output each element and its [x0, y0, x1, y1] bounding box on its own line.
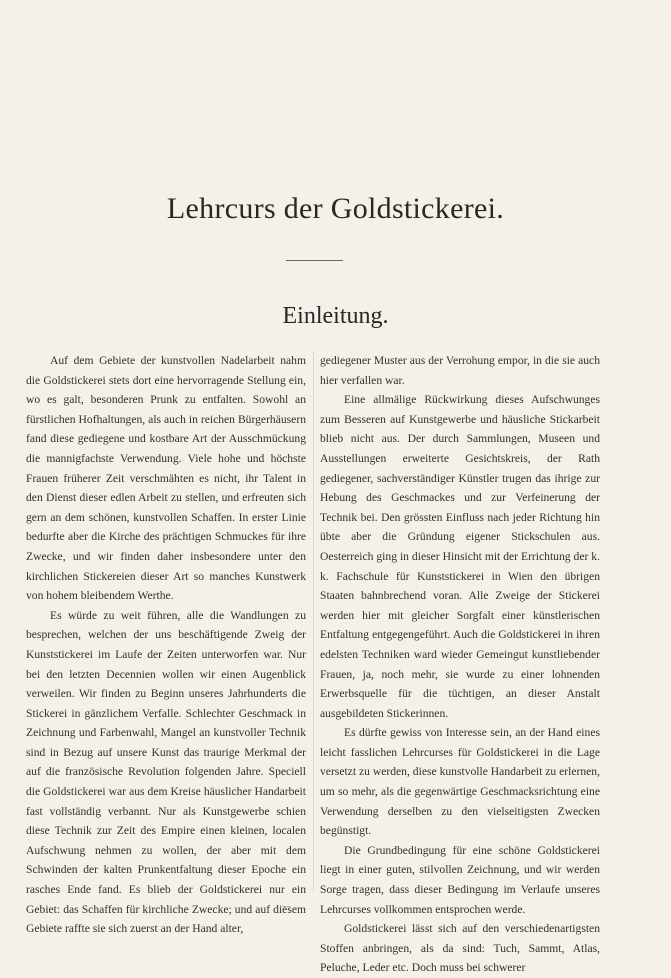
- left-text-column: [26, 351, 306, 939]
- paragraph: Es dürfte gewiss von Interesse sein, an der Hand eines leicht fasslichen Lehrcurses für Goldstickerei in die Lage versetzt zu werden, diese kunstvolle Handarbeit zu erlernen, um so mehr, als die gegenwärtige Geschmacksrichtung eine Verwendung derselben zu den vielseitigsten Zwecken begünstigt.: [320, 726, 600, 838]
- paragraph: Es würde zu weit führen, alle die Wandlungen zu besprechen, welchen der uns beschäftigende Zweig der Kunststickerei im Laufe der Zeiten unterworfen war. Nur bei den letzten Decennien wollen wir einen Augenblick verweilen. Wir finden zu Beginn unseres Jahrhunderts die Stickerei in gänzlichem Verfalle. Schlechter Geschmack in Zeichnung und Farbenwahl, Mangel an kunstvoller Technik sind in Bezug auf unsere Kunst das traurige Merkmal der auf die französische Revolution folgenden Jahre. Speciell die Goldstickerei war aus dem Kreise häuslicher Handarbeit fast vollständig verbannt. Nur als Kunstgewerbe schien diese Technik zur Zeit des Empire einen kleinen, localen Aufschwung nehmen zu wollen, der aber mit dem Schwinden der kalten Prunkentfaltung dieser Epoche ein rasches Ende fand. Es blieb der Goldstickerei nur ein Gebiet: das Schaffen für kirchliche Zwecke; und auf diesem Gebiete raffte sie sich zuerst an der Hand alter,: [26, 608, 306, 936]
- page-title: Lehrcurs der Goldstickerei.: [166, 192, 505, 225]
- paragraph: Goldstickerei lässt sich auf den verschiedenartigsten Stoffen anbringen, als da sind: Tuch, Sammt, Atlas, Peluche, Leder etc. Doch muss bei schwerer: [320, 922, 600, 975]
- title-divider-rule: [286, 260, 343, 261]
- paragraph: Eine allmälige Rückwirkung dieses Aufschwunges zum Besseren auf Kunstgewerbe und häusliche Stickarbeit blieb nicht aus. Der durch Sammlungen, Museen und Ausstellungen erweiterte Gesichtskreis, der Rath gediegener, sachverständiger Künstler trugen das ihrige zur Hebung des Geschmackes und zur Verfeinerung der Technik bei. Den grössten Einfluss nach jeder Richtung hin übte aber die Gründung eigener Stickschulen aus. Oesterreich ging in dieser Hinsicht mit der Errichtung der k. k. Fachschule für Kunststickerei in Wien den übrigen Staaten bahnbrechend voran. Alle Zweige der Stickerei werden hier mit gleicher Sorgfalt einer künstlerischen Entfaltung entgegengeführt. Auch die Goldstickerei in ihren edelsten Techniken ward wieder Gemeingut kunstliebender Frauen, ja, noch mehr, sie wurde zu einer lohnenden Erwerbsquelle für die tüchtigen, an dieser Anstalt ausgebildeten Stickerinnen.: [320, 393, 600, 720]
- right-text-column: [320, 351, 600, 978]
- column-divider: [313, 352, 314, 892]
- paragraph-continuation: gediegener Muster aus der Verrohung empor, in die sie auch hier verfallen war.: [320, 354, 600, 387]
- page-footer-mark: [282, 906, 290, 907]
- section-heading: Einleitung.: [282, 303, 389, 329]
- paragraph: Auf dem Gebiete der kunstvollen Nadelarbeit nahm die Goldstickerei stets dort eine hervorragende Stellung ein, wo es galt, besonderen Prunk zu entfalten. Sowohl an fürstlichen Hofhaltungen, als auch in reichen Bürgerhäusern fand diese gediegene und kostbare Art der Ausschmückung die mannigfachste Verwendung. Viele hohe und höchste Frauen früherer Zeit verschmähten es nicht, ihr Talent in den Dienst dieser edlen Arbeit zu stellen, und erfreuten sich gern an dem schönen, kunstvollen Schaffen. In erster Linie bedurfte aber die Kirche des prächtigen Schmuckes für ihre Zwecke, und wir finden daher insbesondere unter den kirchlichen Stickereien dieser Art so manches Kunstwerk von hohem bleibendem Werthe.: [26, 354, 306, 603]
- paragraph: Die Grundbedingung für eine schöne Goldstickerei liegt in einer guten, stilvollen Zeichnung, und wir werden Sorge tragen, dass dieser Bedingung im Verlaufe unseres Lehrcurses vollkommen entsprochen werde.: [320, 843, 600, 916]
